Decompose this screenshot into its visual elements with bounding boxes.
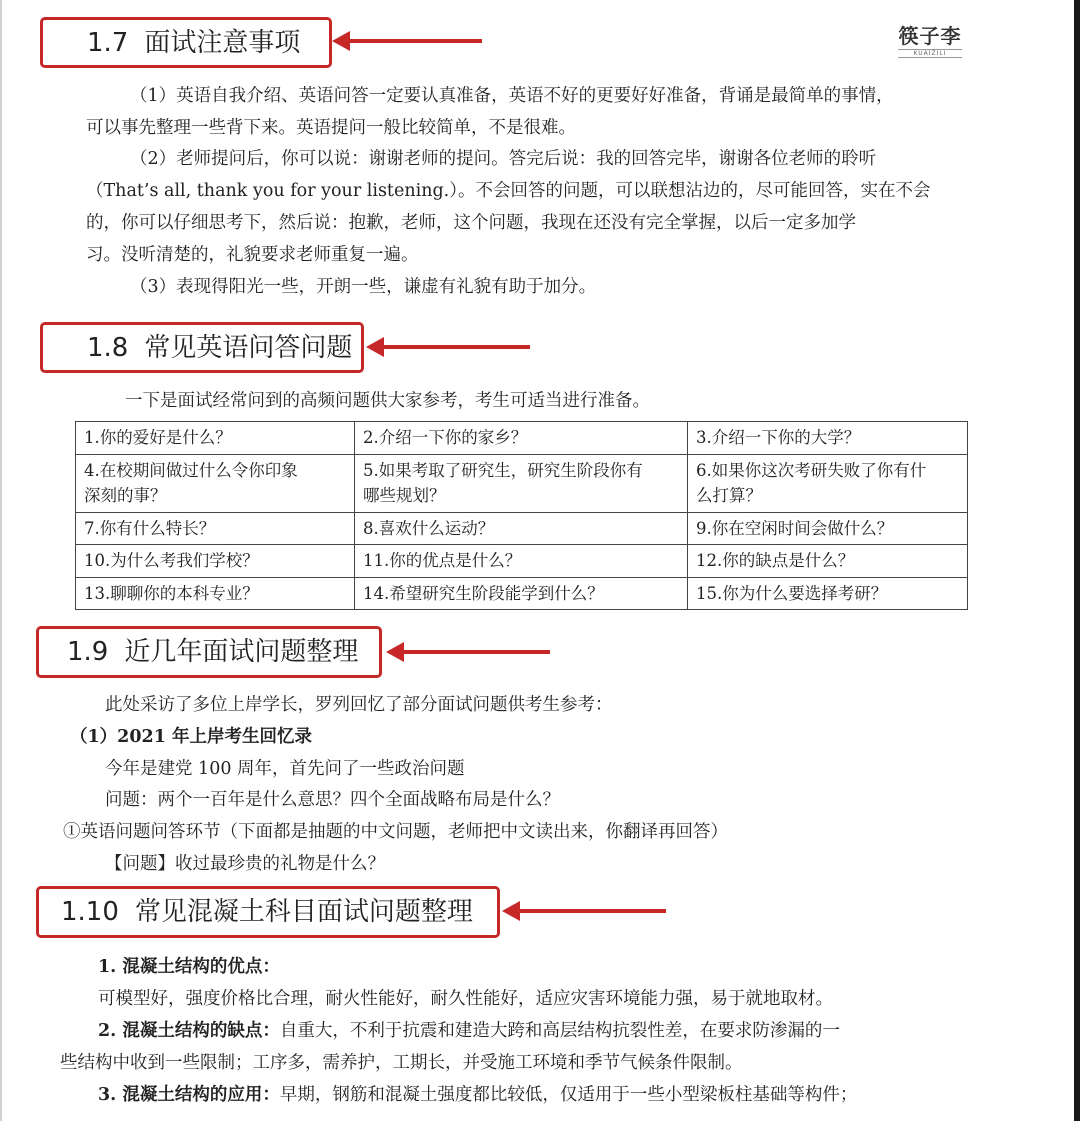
table-row: [76, 512, 968, 545]
table-cell: 13.聊聊你的本科专业？: [76, 577, 355, 610]
table-cell: [355, 454, 688, 512]
paragraph-line: （1）英语自我介绍、英语问答一定要认真准备，英语不好的更要好好准备，背诵是最简单的事情，: [130, 86, 894, 106]
paragraph-line: ①英语问题问答环节（下面都是抽题的中文问题，老师把中文读出来，你翻译再回答）: [63, 822, 728, 842]
intro-text: 此处采访了多位上岸学长，罗列回忆了部分面试问题供考生参考：: [105, 695, 613, 715]
table-row: [76, 422, 968, 455]
table-cell: 10.为什么考我们学校？: [76, 545, 355, 578]
section-number: 1.7: [87, 27, 129, 58]
paragraph-line: 【问题】收过最珍贵的礼物是什么？: [105, 854, 385, 874]
cell-line: 5.如果考取了研究生，研究生阶段你有: [363, 460, 643, 480]
table-cell: [76, 454, 355, 512]
questions-table: [75, 421, 968, 610]
table-cell: 8.喜欢什么运动？: [355, 512, 688, 545]
arrow-icon: [382, 345, 530, 349]
logo-subtext: KUAIZILI: [898, 49, 962, 58]
paragraph-line: 些结构中收到一些限制；工序多，需养护，工期长，并受施工环境和季节气候条件限制。: [60, 1053, 743, 1073]
section-heading-1-7: [40, 17, 332, 68]
paragraph-line: （3）表现得阳光一些，开朗一些，谦虚有礼貌有助于加分。: [130, 277, 597, 297]
section-number: 1.10: [61, 897, 119, 927]
table-cell: 9.你在空闲时间会做什么？: [688, 512, 968, 545]
paragraph-line: 的，你可以仔细思考下，然后说：抱歉，老师，这个问题，我现在还没有完全掌握，以后一定多加学: [86, 213, 856, 233]
paragraph-line: [98, 1021, 840, 1042]
point-heading: 2. 混凝土结构的缺点：: [98, 1021, 280, 1041]
point-heading: 1. 混凝土结构的优点：: [98, 957, 280, 977]
cell-line: 哪些规划？: [363, 486, 446, 506]
cell-line: 4.在校期间做过什么令你印象: [84, 460, 298, 480]
point-text: 早期，钢筋和混凝土强度都比较低，仅适用于一些小型梁板柱基础等构件；: [279, 1085, 858, 1105]
cell-line: 么打算？: [696, 486, 762, 506]
table-cell: 14.希望研究生阶段能学到什么？: [355, 577, 688, 610]
table-cell: 7.你有什么特长？: [76, 512, 355, 545]
paragraph-line: 习。没听清楚的，礼貌要求老师重复一遍。: [86, 245, 419, 265]
arrow-icon: [402, 650, 550, 654]
intro-text: 一下是面试经常问到的高频问题供大家参考，考生可适当进行准备。: [125, 391, 650, 411]
subheading: （1）2021 年上岸考生回忆录: [70, 727, 312, 747]
section-heading-1-8: [40, 322, 364, 373]
table-cell: 11.你的优点是什么？: [355, 545, 688, 578]
table-cell: 1.你的爱好是什么？: [76, 422, 355, 455]
paragraph-line: 可模型好，强度价格比合理，耐火性能好，耐久性能好，适应灾害环境能力强，易于就地取材。: [98, 989, 833, 1009]
section-number: 1.8: [87, 332, 129, 363]
section-title: 面试注意事项: [144, 27, 301, 58]
paragraph-line: 问题：两个一百年是什么意思？四个全面战略布局是什么？: [105, 790, 560, 810]
paragraph-line: 今年是建党 100 周年，首先问了一些政治问题: [105, 759, 465, 779]
section-title: 近几年面试问题整理: [124, 637, 359, 667]
brand-logo: [892, 20, 968, 58]
paragraph-line: （That’s all, thank you for your listening.）。不会回答的问题，可以联想沾边的，尽可能回答，实在不会: [86, 181, 931, 201]
table-cell: [688, 454, 968, 512]
arrow-icon: [518, 909, 666, 913]
table-row: [76, 545, 968, 578]
section-heading-1-9: [36, 626, 382, 678]
point-heading: 3. 混凝土结构的应用：: [98, 1085, 280, 1105]
left-edge: [0, 0, 2, 1121]
table-cell: 12.你的缺点是什么？: [688, 545, 968, 578]
paragraph-line: 可以事先整理一些背下来。英语提问一般比较简单，不是很难。: [86, 118, 576, 138]
table-row: [76, 577, 968, 610]
paragraph-line: [98, 1085, 857, 1106]
table-row: [76, 454, 968, 512]
arrow-icon: [348, 39, 482, 43]
point-text: 自重大，不利于抗震和建造大跨和高层结构抗裂性差，在要求防渗漏的一: [279, 1021, 840, 1041]
paragraph-line: （2）老师提问后，你可以说：谢谢老师的提问。答完后说：我的回答完毕，谢谢各位老师的聆听: [130, 149, 877, 169]
section-title: 常见混凝土科目面试问题整理: [134, 897, 473, 927]
cell-line: 6.如果你这次考研失败了你有什: [696, 460, 927, 480]
table-cell: 3.介绍一下你的大学？: [688, 422, 968, 455]
section-heading-1-10: [36, 886, 500, 938]
cell-line: 深刻的事？: [84, 486, 167, 506]
section-title: 常见英语问答问题: [144, 332, 353, 363]
section-number: 1.9: [67, 637, 109, 667]
table-cell: 15.你为什么要选择考研？: [688, 577, 968, 610]
logo-text: 筷子李: [898, 24, 962, 48]
table-cell: 2.介绍一下你的家乡？: [355, 422, 688, 455]
right-edge: [1074, 0, 1080, 1121]
